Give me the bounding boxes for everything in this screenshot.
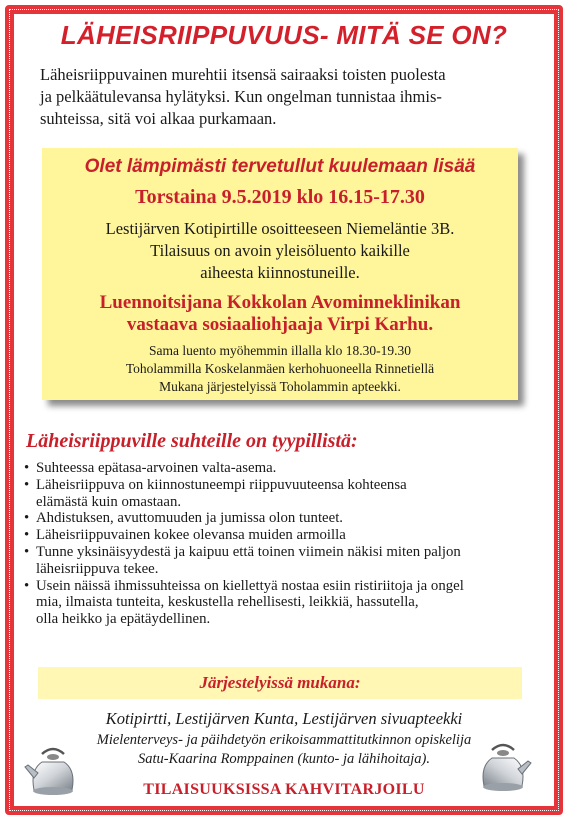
student-line: Satu-Kaarina Romppainen (kunto- ja lähihoitaja). xyxy=(138,751,430,767)
bullet-icon: • xyxy=(24,476,30,493)
event-info-box xyxy=(42,148,518,400)
list-item xyxy=(24,544,544,578)
list-item-line: Ahdistuksen, avuttomuuden ja jumissa olon tunteet. xyxy=(36,510,343,527)
list-item-line: Usein näissä ihmissuhteissa on kiellettyä nostaa esiin ristiriitoja ja ongel xyxy=(36,577,464,594)
extra-line: Mukana järjestelyissä Toholammin apteekki. xyxy=(159,379,401,394)
list-item-line: Suhteessa epätasa-arvoinen valta-asema. xyxy=(36,460,277,476)
intro-line: Läheisriippuvainen murehtii itsensä sairaaksi toisten puolesta xyxy=(40,65,446,84)
lecturer-line: Luennoitsijana Kokkolan Avominneklinikan xyxy=(99,292,461,313)
lecturer-text xyxy=(42,292,518,336)
welcome-heading: Olet lämpimästi tervetullut kuulemaan lisää xyxy=(84,156,476,177)
typical-list xyxy=(24,460,544,628)
coffee-kettle-icon xyxy=(22,740,84,802)
list-item-line: läheisriippuva tekee. xyxy=(36,560,159,577)
coffee-notice: TILAISUUKSISSA KAHVITARJOILU xyxy=(143,781,425,798)
list-item xyxy=(24,460,544,477)
intro-text xyxy=(40,64,530,130)
bullet-icon: • xyxy=(24,527,30,544)
student-line: Mielenterveys- ja päihdetyön erikoisammattitutkinnon opiskelija xyxy=(96,732,472,748)
list-item xyxy=(24,578,544,628)
list-item-line: Läheisriippuva on kiinnostuneempi riippuvuuteensa kohteensa xyxy=(36,476,407,493)
extra-line: Toholammilla Koskelanmäen kerhohuoneella Rinnetiellä xyxy=(125,361,435,376)
event-date: Torstaina 9.5.2019 klo 16.15-17.30 xyxy=(135,186,425,208)
bullet-icon: • xyxy=(24,510,30,527)
organizers-heading: Järjestelyissä mukana: xyxy=(199,673,361,692)
venue-line: aiheesta kiinnostuneille. xyxy=(200,263,360,282)
intro-line: ja pelkäätulevansa hylätyksi. Kun ongelman tunnistaa ihmis- xyxy=(40,87,442,106)
venue-line: Tilaisuus on avoin yleisöluento kaikille xyxy=(150,241,410,260)
organizers-list: Kotipirtti, Lestijärven Kunta, Lestijärven sivuapteekki xyxy=(105,709,463,728)
list-item-line: elämästä kuin omastaan. xyxy=(36,493,182,510)
list-item xyxy=(24,527,544,544)
list-item xyxy=(24,477,544,511)
coffee-kettle-icon xyxy=(472,736,534,798)
second-lecture-text xyxy=(42,342,518,396)
list-item-line: mia, ilmaista tunteita, keskustella rehellisesti, leikkiä, hassutella, xyxy=(36,594,419,611)
intro-line: suhteissa, sitä voi alkaa purkamaan. xyxy=(40,109,277,128)
list-item-line: Tunne yksinäisyydestä ja kaipuu että toinen viimein näkisi miten paljon xyxy=(36,543,461,560)
bullet-icon: • xyxy=(24,577,30,594)
typical-heading: Läheisriippuville suhteille on tyypillistä: xyxy=(26,430,358,452)
venue-text xyxy=(42,218,518,284)
list-item-line: Läheisriippuvainen kokee olevansa muiden armoilla xyxy=(36,527,346,544)
organizers-band xyxy=(38,667,522,699)
page-title: LÄHEISRIIPPUVUUS- MITÄ SE ON? xyxy=(60,20,508,50)
list-item xyxy=(24,510,544,527)
lecturer-line: vastaava sosiaaliohjaaja Virpi Karhu. xyxy=(126,314,434,335)
venue-line: Lestijärven Kotipirtille osoitteeseen Niemeläntie 3B. xyxy=(105,219,455,238)
bullet-icon: • xyxy=(24,543,30,560)
extra-line: Sama luento myöhemmin illalla klo 18.30-19.30 xyxy=(148,343,412,358)
list-item-line: olla heikko ja epätäydellinen. xyxy=(36,611,211,628)
bullet-icon: • xyxy=(24,460,30,476)
